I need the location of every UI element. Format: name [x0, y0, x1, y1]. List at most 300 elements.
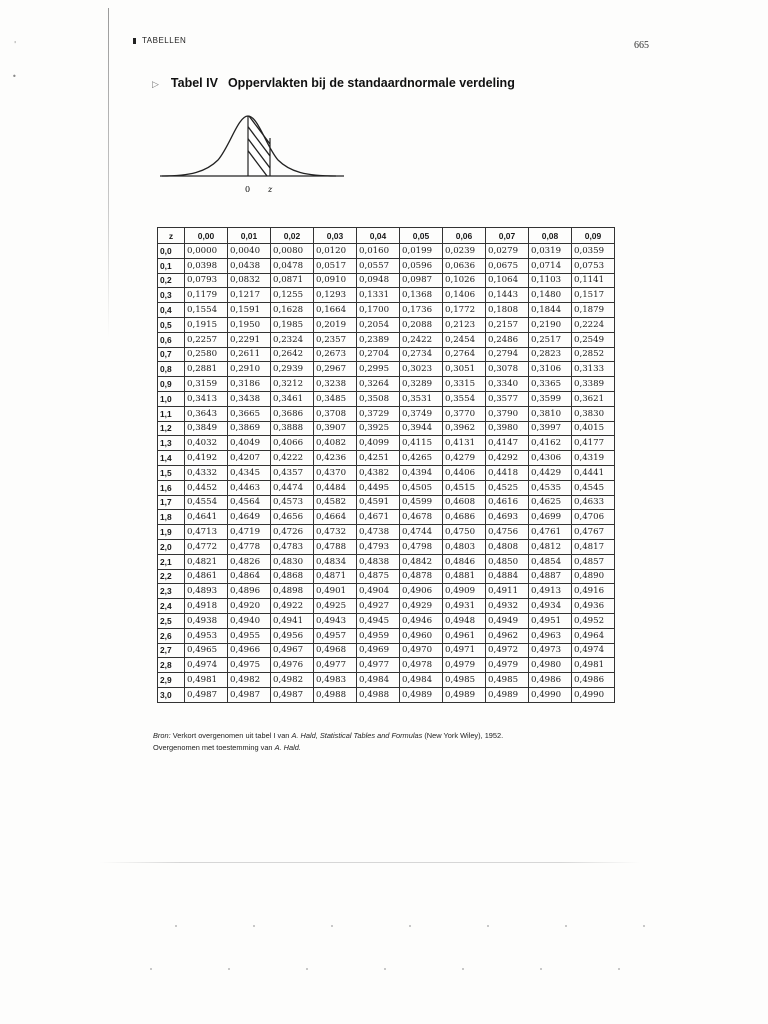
table-cell: 0,4890: [572, 569, 615, 584]
row-z-value: 1,9: [158, 525, 185, 540]
table-cell: 0,3186: [228, 377, 271, 392]
table-cell: 0,4545: [572, 480, 615, 495]
table-cell: 0,3289: [400, 377, 443, 392]
table-cell: 0,0438: [228, 258, 271, 273]
table-cell: 0,4591: [357, 495, 400, 510]
table-cell: 0,0871: [271, 273, 314, 288]
row-z-value: 0,3: [158, 288, 185, 303]
table-cell: 0,4265: [400, 451, 443, 466]
table-cell: 0,4131: [443, 436, 486, 451]
table-cell: 0,3944: [400, 421, 443, 436]
table-cell: 0,0636: [443, 258, 486, 273]
row-z-value: 2,4: [158, 599, 185, 614]
table-cell: 0,1879: [572, 303, 615, 318]
table-cell: 0,4929: [400, 599, 443, 614]
table-cell: 0,4616: [486, 495, 529, 510]
table-cell: 0,4918: [185, 599, 228, 614]
table-cell: 0,4732: [314, 525, 357, 540]
table-cell: 0,3997: [529, 421, 572, 436]
table-cell: 0,4978: [400, 658, 443, 673]
scan-dot: [384, 968, 386, 970]
table-cell: 0,4989: [443, 687, 486, 702]
row-z-value: 0,0: [158, 244, 185, 259]
table-cell: 0,2357: [314, 332, 357, 347]
table-cell: 0,4980: [529, 658, 572, 673]
column-header: 0,07: [486, 228, 529, 244]
table-cell: 0,4988: [357, 687, 400, 702]
column-header-z: z: [158, 228, 185, 244]
table-cell: 0,4641: [185, 510, 228, 525]
row-z-value: 1,7: [158, 495, 185, 510]
table-cell: 0,2054: [357, 317, 400, 332]
table-cell: 0,3907: [314, 421, 357, 436]
table-row: [158, 347, 615, 362]
table-cell: 0,2422: [400, 332, 443, 347]
table-cell: 0,4767: [572, 525, 615, 540]
table-cell: 0,4951: [529, 613, 572, 628]
row-z-value: 1,3: [158, 436, 185, 451]
table-cell: 0,4861: [185, 569, 228, 584]
table-cell: 0,3888: [271, 421, 314, 436]
table-cell: 0,3264: [357, 377, 400, 392]
table-cell: 0,3810: [529, 406, 572, 421]
table-cell: 0,2224: [572, 317, 615, 332]
row-z-value: 1,5: [158, 465, 185, 480]
table-row: [158, 406, 615, 421]
table-row: [158, 332, 615, 347]
table-row: [158, 258, 615, 273]
table-cell: 0,4826: [228, 554, 271, 569]
table-cell: 0,2291: [228, 332, 271, 347]
table-cell: 0,2190: [529, 317, 572, 332]
table-cell: 0,3078: [486, 362, 529, 377]
table-cell: 0,4956: [271, 628, 314, 643]
row-z-value: 0,4: [158, 303, 185, 318]
table-cell: 0,4382: [357, 465, 400, 480]
table-cell: 0,3212: [271, 377, 314, 392]
table-cell: 0,4564: [228, 495, 271, 510]
table-cell: 0,3980: [486, 421, 529, 436]
table-cell: 0,4913: [529, 584, 572, 599]
table-cell: 0,2734: [400, 347, 443, 362]
table-cell: 0,1368: [400, 288, 443, 303]
table-cell: 0,4977: [314, 658, 357, 673]
running-head: [133, 36, 186, 45]
table-cell: 0,3238: [314, 377, 357, 392]
column-header: 0,06: [443, 228, 486, 244]
table-cell: 0,4985: [443, 673, 486, 688]
scan-dot: [228, 968, 230, 970]
table-cell: 0,3485: [314, 391, 357, 406]
table-cell: 0,1406: [443, 288, 486, 303]
table-cell: 0,4986: [529, 673, 572, 688]
source-text-2: (New York Wiley), 1952.: [424, 731, 504, 740]
table-row: [158, 525, 615, 540]
scan-dot: [150, 968, 152, 970]
table-cell: 0,0596: [400, 258, 443, 273]
table-cell: 0,2019: [314, 317, 357, 332]
table-cell: 0,4686: [443, 510, 486, 525]
table-cell: 0,4916: [572, 584, 615, 599]
column-header: 0,02: [271, 228, 314, 244]
table-cell: 0,1480: [529, 288, 572, 303]
table-cell: 0,4857: [572, 554, 615, 569]
table-row: [158, 584, 615, 599]
table-cell: 0,4941: [271, 613, 314, 628]
table-cell: 0,0398: [185, 258, 228, 273]
table-cell: 0,1217: [228, 288, 271, 303]
shaded-area: [240, 108, 272, 180]
table-cell: 0,4625: [529, 495, 572, 510]
table-cell: 0,0714: [529, 258, 572, 273]
table-cell: 0,1331: [357, 288, 400, 303]
table-cell: 0,4370: [314, 465, 357, 480]
source-lead: Bron:: [153, 731, 171, 740]
table-cell: 0,3461: [271, 391, 314, 406]
table-cell: 0,4015: [572, 421, 615, 436]
table-cell: 0,4936: [572, 599, 615, 614]
source-text-1: Verkort overgenomen uit tabel I van: [172, 731, 290, 740]
table-cell: 0,4909: [443, 584, 486, 599]
table-cell: 0,4964: [572, 628, 615, 643]
table-cell: 0,1950: [228, 317, 271, 332]
table-cell: 0,2123: [443, 317, 486, 332]
table-row: [158, 673, 615, 688]
table-cell: 0,4032: [185, 436, 228, 451]
table-cell: 0,4953: [185, 628, 228, 643]
table-cell: 0,4945: [357, 613, 400, 628]
table-cell: 0,4955: [228, 628, 271, 643]
table-cell: 0,4582: [314, 495, 357, 510]
table-cell: 0,4938: [185, 613, 228, 628]
table-cell: 0,4049: [228, 436, 271, 451]
table-cell: 0,2611: [228, 347, 271, 362]
row-z-value: 1,2: [158, 421, 185, 436]
table-cell: 0,4817: [572, 539, 615, 554]
table-cell: 0,0040: [228, 244, 271, 259]
table-cell: 0,0675: [486, 258, 529, 273]
table-cell: 0,2257: [185, 332, 228, 347]
table-cell: 0,4292: [486, 451, 529, 466]
table-cell: 0,4986: [572, 673, 615, 688]
table-cell: 0,0517: [314, 258, 357, 273]
table-cell: 0,4706: [572, 510, 615, 525]
table-cell: 0,4981: [185, 673, 228, 688]
table-cell: 0,4967: [271, 643, 314, 658]
table-row: [158, 377, 615, 392]
column-header: 0,03: [314, 228, 357, 244]
table-row: [158, 273, 615, 288]
row-z-value: 2,7: [158, 643, 185, 658]
table-cell: 0,4463: [228, 480, 271, 495]
table-cell: 0,4177: [572, 436, 615, 451]
row-z-value: 1,6: [158, 480, 185, 495]
normal-curve-figure: [160, 108, 350, 196]
table-cell: 0,3665: [228, 406, 271, 421]
scan-dot: [565, 925, 567, 927]
table-row: [158, 599, 615, 614]
table-cell: 0,1628: [271, 303, 314, 318]
table-cell: 0,4812: [529, 539, 572, 554]
table-cell: 0,4966: [228, 643, 271, 658]
scan-mark: ': [14, 40, 17, 49]
table-cell: 0,4983: [314, 673, 357, 688]
table-cell: 0,4719: [228, 525, 271, 540]
table-cell: 0,2852: [572, 347, 615, 362]
table-cell: 0,4981: [572, 658, 615, 673]
table-cell: 0,3340: [486, 377, 529, 392]
table-cell: 0,2324: [271, 332, 314, 347]
table-cell: 0,1026: [443, 273, 486, 288]
table-cell: 0,3729: [357, 406, 400, 421]
table-cell: 0,4830: [271, 554, 314, 569]
table-row: [158, 643, 615, 658]
row-z-value: 0,1: [158, 258, 185, 273]
table-row: [158, 451, 615, 466]
table-cell: 0,4418: [486, 465, 529, 480]
binding-edge: [108, 8, 109, 338]
table-cell: 0,4972: [486, 643, 529, 658]
table-cell: 0,1915: [185, 317, 228, 332]
table-cell: 0,4099: [357, 436, 400, 451]
table-cell: 0,4808: [486, 539, 529, 554]
table-cell: 0,2794: [486, 347, 529, 362]
table-cell: 0,4940: [228, 613, 271, 628]
table-cell: 0,4965: [185, 643, 228, 658]
z-table: [157, 227, 615, 703]
table-cell: 0,1064: [486, 273, 529, 288]
table-cell: 0,4608: [443, 495, 486, 510]
table-cell: 0,2910: [228, 362, 271, 377]
table-cell: 0,4904: [357, 584, 400, 599]
table-row: [158, 317, 615, 332]
arrow-icon: ▷: [152, 79, 159, 89]
table-cell: 0,2939: [271, 362, 314, 377]
table-cell: 0,4699: [529, 510, 572, 525]
table-cell: 0,4987: [228, 687, 271, 702]
table-cell: 0,4896: [228, 584, 271, 599]
table-cell: 0,0478: [271, 258, 314, 273]
table-cell: 0,3159: [185, 377, 228, 392]
table-cell: 0,1103: [529, 273, 572, 288]
table-cell: 0,4082: [314, 436, 357, 451]
scan-fold-line: [100, 862, 640, 863]
table-cell: 0,3790: [486, 406, 529, 421]
row-z-value: 2,5: [158, 613, 185, 628]
table-cell: 0,0279: [486, 244, 529, 259]
scan-dot: [331, 925, 333, 927]
table-cell: 0,4946: [400, 613, 443, 628]
table-cell: 0,4783: [271, 539, 314, 554]
table-cell: 0,2642: [271, 347, 314, 362]
table-cell: 0,4678: [400, 510, 443, 525]
scan-dot: [487, 925, 489, 927]
source-author-2: A. Hald.: [274, 743, 301, 752]
table-cell: 0,4222: [271, 451, 314, 466]
table-cell: 0,4332: [185, 465, 228, 480]
page-number: 665: [634, 40, 649, 51]
table-cell: 0,1141: [572, 273, 615, 288]
table-row: [158, 288, 615, 303]
row-z-value: 2,6: [158, 628, 185, 643]
row-z-value: 3,0: [158, 687, 185, 702]
table-cell: 0,4162: [529, 436, 572, 451]
table-cell: 0,1517: [572, 288, 615, 303]
table-row: [158, 303, 615, 318]
table-cell: 0,4066: [271, 436, 314, 451]
table-cell: 0,4306: [529, 451, 572, 466]
table-cell: 0,0359: [572, 244, 615, 259]
table-cell: 0,2580: [185, 347, 228, 362]
table-cell: 0,2673: [314, 347, 357, 362]
scan-dot: [540, 968, 542, 970]
table-cell: 0,3023: [400, 362, 443, 377]
row-z-value: 0,2: [158, 273, 185, 288]
table-cell: 0,2389: [357, 332, 400, 347]
table-cell: 0,4319: [572, 451, 615, 466]
table-cell: 0,4989: [400, 687, 443, 702]
table-cell: 0,4875: [357, 569, 400, 584]
table-cell: 0,4656: [271, 510, 314, 525]
table-row: [158, 465, 615, 480]
table-cell: 0,3315: [443, 377, 486, 392]
table-cell: 0,4959: [357, 628, 400, 643]
table-cell: 0,2967: [314, 362, 357, 377]
table-cell: 0,4671: [357, 510, 400, 525]
source-text-3: Overgenomen met toestemming van: [153, 743, 273, 752]
table-cell: 0,1664: [314, 303, 357, 318]
table-row: [158, 554, 615, 569]
table-cell: 0,4750: [443, 525, 486, 540]
table-cell: 0,4868: [271, 569, 314, 584]
axis-label-zero: 0: [245, 185, 251, 194]
table-cell: 0,2454: [443, 332, 486, 347]
table-cell: 0,1736: [400, 303, 443, 318]
table-cell: 0,3830: [572, 406, 615, 421]
table-cell: 0,3133: [572, 362, 615, 377]
table-cell: 0,4906: [400, 584, 443, 599]
table-cell: 0,4934: [529, 599, 572, 614]
table-cell: 0,4505: [400, 480, 443, 495]
table-cell: 0,3849: [185, 421, 228, 436]
table-cell: 0,3577: [486, 391, 529, 406]
table-cell: 0,1808: [486, 303, 529, 318]
table-cell: 0,4525: [486, 480, 529, 495]
table-cell: 0,2995: [357, 362, 400, 377]
column-header: 0,00: [185, 228, 228, 244]
row-z-value: 2,0: [158, 539, 185, 554]
table-cell: 0,4969: [357, 643, 400, 658]
table-cell: 0,4901: [314, 584, 357, 599]
table-cell: 0,4713: [185, 525, 228, 540]
table-cell: 0,4821: [185, 554, 228, 569]
table-cell: 0,4989: [486, 687, 529, 702]
table-cell: 0,3962: [443, 421, 486, 436]
table-cell: 0,4429: [529, 465, 572, 480]
bullet-icon: [133, 38, 136, 44]
table-cell: 0,2881: [185, 362, 228, 377]
row-z-value: 1,1: [158, 406, 185, 421]
row-z-value: 0,5: [158, 317, 185, 332]
table-cell: 0,3438: [228, 391, 271, 406]
table-cell: 0,4948: [443, 613, 486, 628]
table-heading: [152, 76, 515, 90]
table-cell: 0,0832: [228, 273, 271, 288]
table-cell: 0,0000: [185, 244, 228, 259]
table-cell: 0,4943: [314, 613, 357, 628]
table-cell: 0,4920: [228, 599, 271, 614]
table-cell: 0,2517: [529, 332, 572, 347]
table-cell: 0,3621: [572, 391, 615, 406]
table-cell: 0,1772: [443, 303, 486, 318]
table-cell: 0,4251: [357, 451, 400, 466]
table-cell: 0,4990: [572, 687, 615, 702]
table-row: [158, 628, 615, 643]
table-cell: 0,4987: [185, 687, 228, 702]
row-z-value: 2,9: [158, 673, 185, 688]
table-cell: 0,4968: [314, 643, 357, 658]
table-cell: 0,1844: [529, 303, 572, 318]
table-cell: 0,4535: [529, 480, 572, 495]
table-header-row: [158, 228, 615, 244]
table-cell: 0,0160: [357, 244, 400, 259]
scan-mark: •: [12, 72, 17, 81]
table-cell: 0,4515: [443, 480, 486, 495]
table-cell: 0,3106: [529, 362, 572, 377]
row-z-value: 2,8: [158, 658, 185, 673]
table-cell: 0,4884: [486, 569, 529, 584]
table-row: [158, 569, 615, 584]
table-cell: 0,0987: [400, 273, 443, 288]
table-cell: 0,4922: [271, 599, 314, 614]
table-cell: 0,4871: [314, 569, 357, 584]
table-cell: 0,4406: [443, 465, 486, 480]
table-cell: 0,4838: [357, 554, 400, 569]
table-cell: 0,4207: [228, 451, 271, 466]
column-header: 0,09: [572, 228, 615, 244]
table-row: [158, 362, 615, 377]
table-title: Oppervlakten bij de standaardnormale verdeling: [227, 76, 515, 90]
scan-dot: [253, 925, 255, 927]
table-cell: 0,4495: [357, 480, 400, 495]
table-cell: 0,2549: [572, 332, 615, 347]
row-z-value: 2,2: [158, 569, 185, 584]
table-cell: 0,3051: [443, 362, 486, 377]
table-cell: 0,4982: [271, 673, 314, 688]
table-row: [158, 480, 615, 495]
table-cell: 0,4846: [443, 554, 486, 569]
table-cell: 0,2823: [529, 347, 572, 362]
table-cell: 0,4911: [486, 584, 529, 599]
table-cell: 0,4756: [486, 525, 529, 540]
source-book-title: Statistical Tables and Formulas: [319, 731, 423, 740]
table-cell: 0,4952: [572, 613, 615, 628]
table-cell: 0,4192: [185, 451, 228, 466]
column-header: 0,01: [228, 228, 271, 244]
table-cell: 0,1179: [185, 288, 228, 303]
table-cell: 0,0793: [185, 273, 228, 288]
table-cell: 0,4345: [228, 465, 271, 480]
table-row: [158, 495, 615, 510]
table-cell: 0,4279: [443, 451, 486, 466]
table-cell: 0,4554: [185, 495, 228, 510]
table-label: Tabel IV: [170, 76, 218, 90]
table-cell: 0,4599: [400, 495, 443, 510]
table-cell: 0,4778: [228, 539, 271, 554]
table-cell: 0,4664: [314, 510, 357, 525]
row-z-value: 1,0: [158, 391, 185, 406]
table-cell: 0,0239: [443, 244, 486, 259]
